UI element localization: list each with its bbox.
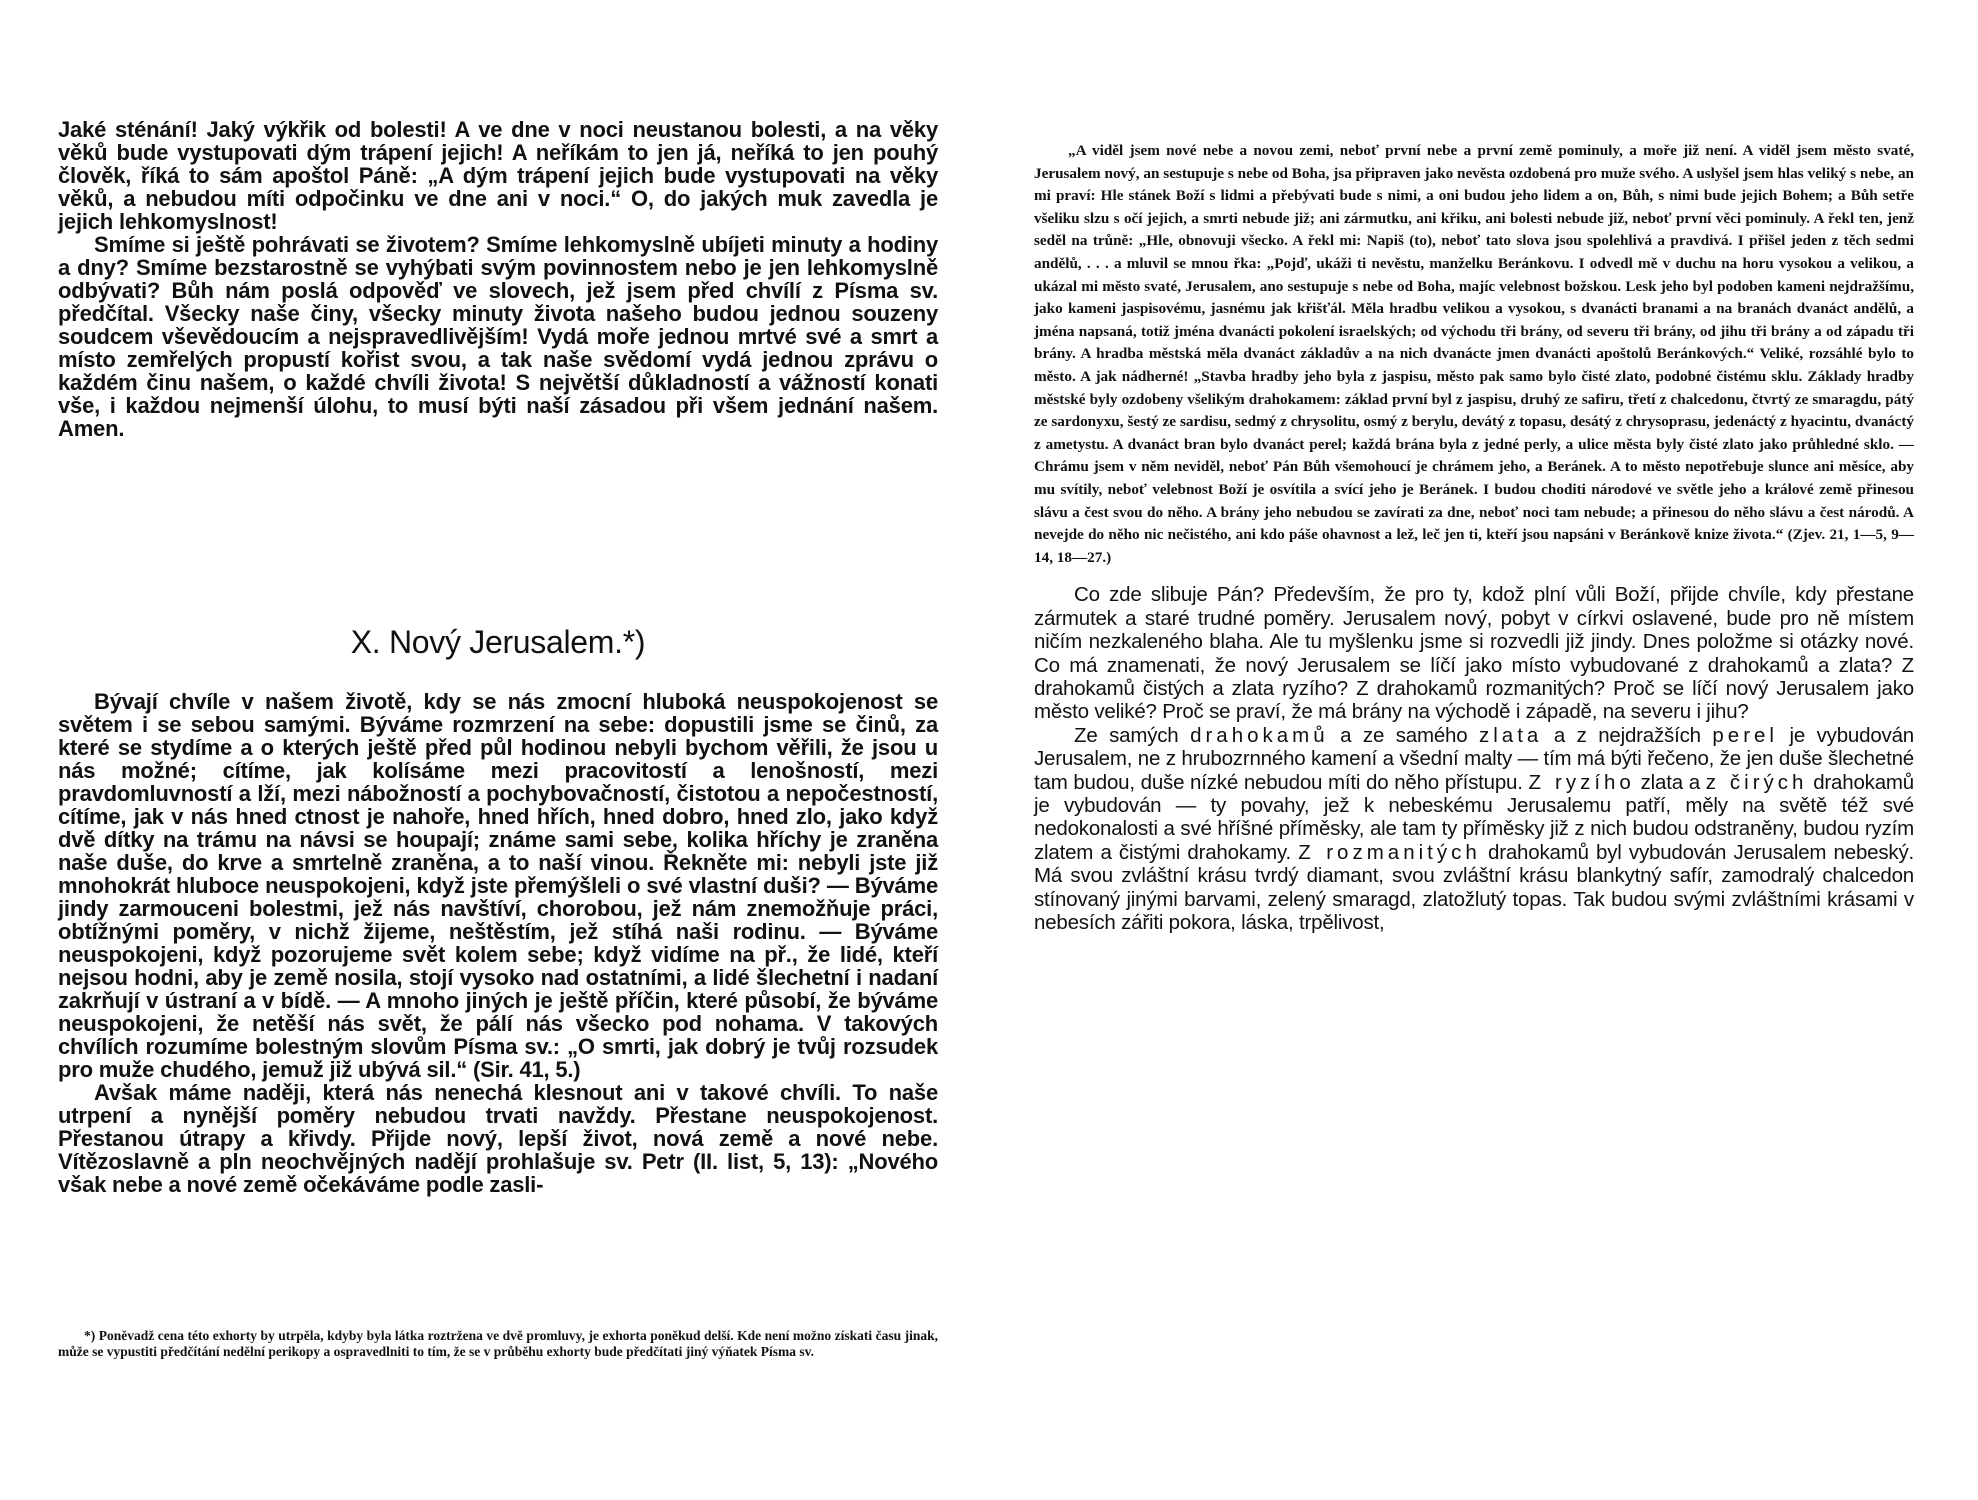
chapter-heading: X. Nový Jerusalem.*) (350, 624, 646, 660)
footnote: *) Poněvadž cena této exhorty by utrpěla, kdyby byla látka roztržena ve dvě promluvy, je exhorta poněkud delší. Kde není možno získati času jinak, může se vypustiti předčítání nedělní perikopy a ospravedlniti to tím, že se v průběhu exhorty bude předčítati jiný výňatek Písma sv. (58, 1328, 938, 1359)
para2-text-c: a ze samého (1328, 723, 1479, 747)
emphasis-z-ryziho: Z ryzího (1528, 770, 1635, 794)
chapter-heading-block (58, 624, 938, 661)
emphasis-z-rozmanitych: Z rozmanitých (1298, 840, 1481, 864)
left-paragraph-4: Avšak máme naději, která nás nenechá klesnout ani v takové chvíli. To naše utrpení a nynější poměry nebudou trvati navždy. Přestane neuspokojenost. Přestanou útrapy a křivdy. Přijde nový, lepší život, nová země a nové nebe. Vítězoslavně a pln neochvějných nadějí prohlašuje sv. Petr (II. list, 5, 13): „Nového však nebe a nové země očekáváme podle zasli- (58, 1080, 938, 1197)
emphasis-zlata: zlata (1479, 723, 1543, 747)
left-column-bottom (58, 690, 938, 1196)
para2-text-g: je vybudován Jerusalem, ne z hrubozrnného kamení a všední malty — tím má býti řečeno, že jen duše šlechetné tam budou, duše nízké nebudou míti do něho přístupu. (1034, 723, 1914, 794)
right-paragraph-1: Co zde slibuje Pán? Především, že pro ty, kdož plní vůli Boží, přijde chvíle, kdy přestane zármutek a staré trudné poměry. Jerusalem nový, pobyt v církvi oslavené, bude pro ně místem ničím nezkaleného blaha. Ale tu myšlenku jsme si rozvedli již jindy. Dnes položme si otázky nové. Co má znamenati, že nový Jerusalem se líčí jako místo vybudované z drahokamů a zlata? Z drahokamů čistých a zlata ryzího? Z drahokamů rozmanitých? Proč se líčí nový Jerusalem jako město veliké? Proč se praví, že má brány na východě i západě, na severu i jihu? (1034, 583, 1914, 724)
para2-text-a: Ze samých (1074, 723, 1191, 747)
right-page (989, 0, 1978, 1500)
para2-text-i: zlata a (1634, 770, 1706, 794)
emphasis-z-cirych: z čirých (1705, 770, 1808, 794)
left-paragraph-2: Smíme si ještě pohrávati se životem? Smíme lehkomyslně ubíjeti minuty a hodiny a dny? Smíme bezstarostně se vyhýbati svým povinnostem nebo je jen lehkomyslně odbývati? Bůh nám poslá odpověď ve slovech, jež jsem před chvílí z Písma sv. předčítal. Všecky naše činy, všecky minuty života našeho budou jednou souzeny soudcem vševědoucím a nejspravedlivějším! Vydá moře jednou mrtvé své a smrt a místo zemřelých propustí kořist svou, a tak naše svědomí vydá jednou zprávu o každém činu našem, o každé chvíli života! S největší důkladností a vážností konati vše, i každou nejmenší úlohu, to musí býti naší zásadou při všem jednání našem. Amen. (58, 232, 938, 441)
footnote-block (58, 1328, 938, 1359)
emphasis-perel: perel (1712, 723, 1778, 747)
para2-text-e: a z nejdražších (1542, 723, 1713, 747)
para2-text-k: drahokamů je vybudován — ty povahy, jež k nebeskému Jerusalemu patří, měly na světě též své nedokonalosti a své hříšné příměsky, ale tam ty příměsky již z nich budou odstraněny, budou ryzím zlatem a čistými drahokamy. (1034, 770, 1914, 864)
right-column (1034, 140, 1914, 934)
right-paragraph-2 (1034, 724, 1914, 935)
revelation-quote: „A viděl jsem nové nebe a novou zemi, neboť první nebe a první země pominuly, a moře již není. A viděl jsem město svaté, Jerusalem nový, an sestupuje s nebe od Boha, jsa připraven jako nevěsta ozdobená pro muže svého. A uslyšel jsem hlas veliký s nebe, an mi praví: Hle stánek Boží s lidmi a přebývati bude s nimi, a oni budou jeho lidem a on, Bůh, s nimi bude jejich Bohem; a Bůh setře všeliku slzu s očí jejich, a smrti nebude již; ani zármutku, ani křiku, ani bolesti nebude již, neboť první věci pominuly. A řekl ten, jenž seděl na trůně: „Hle, obnovuji všecko. A řekl mi: Napiš (to), neboť tato slova jsou spolehlivá a pravdivá. I přišel jeden z těch sedmi andělů, . . . a mluvil se mnou řka: „Pojď, ukáži ti nevěstu, manželku Beránkovu. I odvedl mě v duchu na horu vysokou a velikou, a ukázal mi město svaté, Jerusalem, ano sestupuje s nebe od Boha, majíc velebnost božskou. Lesk jeho byl podoben kameni nejdražšímu, jako kameni jaspisovému, jasnému jak křišťál. Měla hradbu velikou a vysokou, s dvanácti branami a na branách dvanáct andělů, a jména napsaná, totiž jména dvanácti pokolení israelských; od východu tři brány, od severu tři brány, od jihu tři brány a od západu tři brány. A hradba městská měla dvanáct základův a na nich dvanácte jmen dvanácti apoštolů Beránkových.“ Veliké, rozsáhlé bylo to město. A jak nádherné! „Stavba hradby jeho byla z jaspisu, město pak samo bylo čisté zlato, podobné čistému sklu. Základy hradby městské byly ozdobeny všelikým drahokamem: základ první byl z jaspisu, druhý ze safiru, třetí z chalcedonu, čtvrtý ze smaragdu, pátý ze sardonyxu, šestý ze sardisu, sedmý z chrysolitu, osmý z berylu, devátý z topasu, desátý z chrysoprasu, jedenáctý z hyacintu, dvanáctý z ametystu. A dvanáct bran bylo dvanáct perel; každá brána byla z jedné perly, a ulice města byly čisté zlato jako průhledné sklo. — Chrámu jsem v něm neviděl, neboť Pán Bůh všemohoucí je chrámem jeho, a Beránek. A to město nepotřebuje slunce ani měsíce, aby mu svítily, neboť velebnost Boží je osvítila a svící jeho je Beránek. I budou choditi národové ve světle jeho a králové země přinesou slávu a čest svou do něho. A brány jeho nebudou se zavírati za dne, neboť noci tam nebude; a přinesou do něho slávu a čest národů. A nevejde do něho nic nečistého, ani kdo páše ohavnost a lež, leč jen ti, kteří jsou napsáni v Beránkově knize života.“ (Zjev. 21, 1—5, 9—14, 18—27.) (1034, 142, 1914, 566)
left-paragraph-1: Jaké sténání! Jaký výkřik od bolesti! A ve dne v noci neustanou bolesti, a na věky věků bude vystupovati dým trápení jejich! A neříkám to jen já, neříká to jen pouhý člověk, říká to sám apoštol Páně: „A dým trápení jejich bude vystupovati na věky věků, a nebudou míti odpočinku ve dne ani v noci.“ O, do jakých muk zavedla je jejich lehkomyslnost! (58, 117, 938, 234)
emphasis-drahokamu: drahokamů (1190, 723, 1329, 747)
left-column-top (58, 118, 938, 440)
para2-text-m: drahokamů byl vybudován Jerusalem nebeský. Má svou zvláštní krásu tvrdý diamant, svou zvláštní krásu blankytný safír, zamodralý chalcedon stínovaný jinými barvami, zelený smaragd, zlatožlutý topas. Tak budou svými zvláštními krásami v nebesích zářiti pokora, láska, trpělivost, (1034, 840, 1914, 934)
left-paragraph-3: Bývají chvíle v našem životě, kdy se nás zmocní hluboká neuspokojenost se světem i se sebou samými. Býváme rozmrzení na sebe: dopustili jsme se činů, za které se stydíme a o kterých ještě před půl hodinou nebyli bychom věřili, že jsou u nás možné; cítíme, jak kolísáme mezi pracovitostí a lenošností, mezi pravdomluvností a lží, mezi nábožností a pochybovačností, čistotou a nepočestností, cítíme, jak v nás hned ctnost je nahoře, hned hřích, hned dobro, hned zlo, jako když dvě dítky na trámu na návsi se houpají; známe sami sebe, kolika hříchy je zraněna naše duše, do krve a smrtelně zraněna, a to naší vinou. Řekněte mi: nebyli jste již mnohokrát hluboce neuspokojeni, když jste přemýšleli o své vlastní duši? — Býváme jindy zarmouceni bolestmi, jež nás navštíví, chorobou, jež nám znemožňuje práci, obtížnými poměry, v nichž žijeme, neštěstím, jež stíhá naši rodinu. — Býváme neuspokojeni, když pozorujeme svět kolem sebe; když vidíme na př., že lidé, kteří nejsou hodni, aby je země nosila, stojí vysoko nad ostatními, a lidé šlechetní i nadaní zakrňují v ústraní a v bídě. — A mnoho jiných je ještě příčin, které působí, že býváme neuspokojeni, že netěší nás svět, že pálí nás všecko pod nohama. V takových chvílích rozumíme bolestným slovům Písma sv.: „O smrti, jak dobrý je tvůj rozsudek pro muže chudého, jemuž již ubývá sil.“ (Sir. 41, 5.) (58, 689, 938, 1082)
